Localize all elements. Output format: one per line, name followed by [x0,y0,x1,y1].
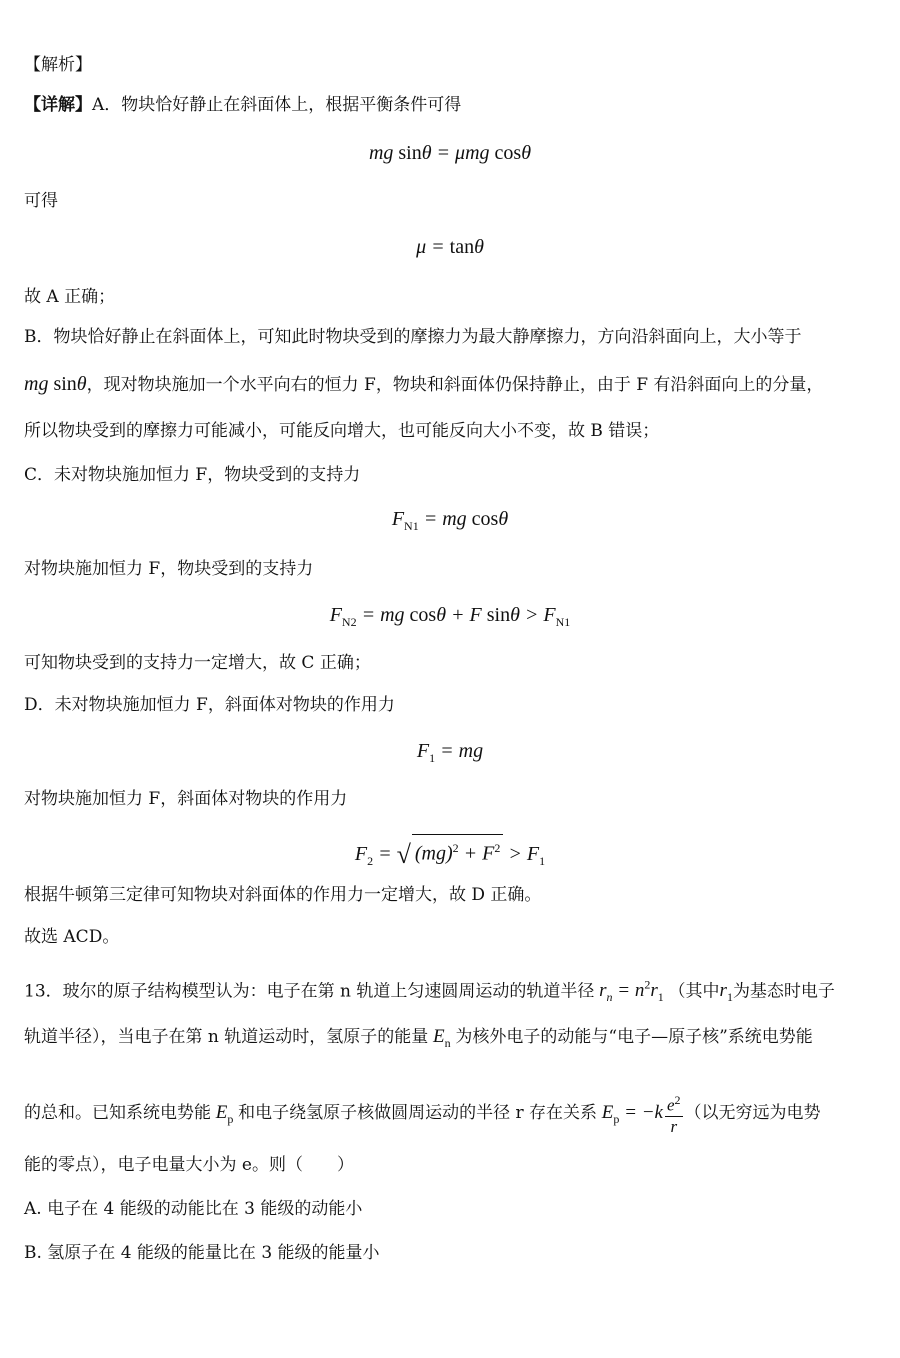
question-13-line-4: 能的零点），电子电量大小为 e。则（ ） [24,1155,354,1175]
d-line-2: 对物块施加恒力 F，斜面体对物块的作用力 [24,789,348,809]
equation-3: $F_{N1}$ = mg cosθ [391,508,509,533]
detail-a-intro [24,92,876,118]
answer: 故选 ACD。 [24,927,120,947]
q13-line2-a: 轨道半径），当电子在第 n 轨道运动时，氢原子的能量 [24,1027,429,1047]
q13-line3-b: 和电子绕氢原子核做圆周运动的半径 r 存在关系 [238,1102,598,1123]
q13-line3-a: 的总和。已知系统电势能 [24,1102,211,1123]
c-conclusion: 可知物块受到的支持力一定增大，故 C 正确； [24,653,371,673]
d-line-1: D．未对物块施加恒力 F，斜面体对物块的作用力 [24,695,395,715]
b-line-2: mg sinθ，现对物块施加一个水平向右的恒力 F，物块和斜面体仍保持静止，由于 F 有沿斜面向上的分量， [24,373,824,395]
question-13-line-1: 13．玻尔的原子结构模型认为：电子在第 n 轨道上匀速圆周运动的轨道半径 $r_n = n^2r_1$ （其中$r_1$为基态时电子 [24,978,835,1005]
c-line-2: 对物块施加恒力 F，物块受到的支持力 [24,559,314,579]
question-13-line-2: 轨道半径），当电子在第 n 轨道运动时，氢原子的能量 $E_n$ 为核外电子的动能与“电子—原子核”系统电势能 [24,1026,813,1050]
q13-line1-a: 13．玻尔的原子结构模型认为：电子在第 n 轨道上匀速圆周运动的轨道半径 [24,981,595,1002]
a-intro-text: A．物块恰好静止在斜面体上，根据平衡条件可得 [92,95,462,115]
question-13-line-3: 的总和。已知系统电势能 $E_p$ 和电子绕氢原子核做圆周运动的半径 r 存在关系 $E_p = -k$ $\frac{e^2}{r}$ （以无穷远为电势 [24,1090,876,1137]
potential-energy-fraction: $\frac{e^2}{r}$ [665,1090,683,1137]
q13-line1-c: 为基态时电子 [732,981,835,1002]
detail-label: 【详解】 [24,95,92,115]
a-conclusion: 故 A 正确； [24,287,116,307]
equation-5: $F_1$ = mg [416,740,484,765]
q13-line2-b: 为核外电子的动能与“电子—原子核”系统电势能 [455,1027,813,1047]
d-conclusion: 根据牛顿第三定律可知物块对斜面体的作用力一定增大，故 D 正确。 [24,885,542,905]
b-line-3: 所以物块受到的摩擦力可能减小，可能反向增大，也可能反向大小不变，故 B 错误； [24,421,660,441]
c-line-1: C．未对物块施加恒力 F，物块受到的支持力 [24,465,361,485]
equation-2: μ = tanθ [416,236,484,258]
b-line-1: B．物块恰好静止在斜面体上，可知此时物块受到的摩擦力为最大静摩擦力，方向沿斜面向上，大小等于 [24,327,802,347]
equation-6: $F_2$ = √ $(mg)^2 + F^2 > F_1$ [0,834,900,874]
analysis-header: 【解析】 [24,55,92,75]
b-line-2-text: ，现对物块施加一个水平向右的恒力 F，物块和斜面体仍保持静止，由于 F 有沿斜面向上的分量， [86,375,824,395]
q13-line3-c: （以无穷远为电势 [684,1102,821,1123]
equation-1: mg sinθ = μmg cosθ [368,142,532,164]
equation-4: $F_{N2}$ = mg cosθ + F $\sin\theta > F_{N1}$ [329,604,571,629]
option-a: A. 电子在 4 能级的动能比在 3 能级的动能小 [24,1199,363,1219]
q13-line1-b: （其中 [668,981,720,1002]
option-b: B. 氢原子在 4 能级的能量比在 3 能级的能量小 [24,1243,380,1263]
kede-text: 可得 [24,191,58,211]
